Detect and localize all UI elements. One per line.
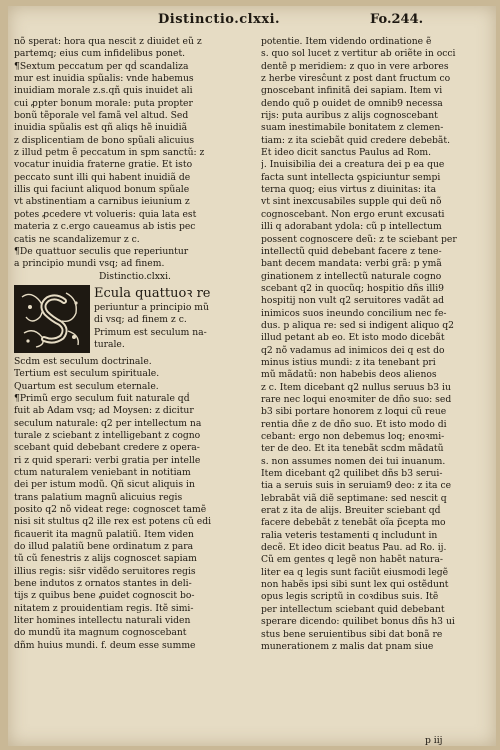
- text-line: rentia dñe z de dño suo. Et isto modo di: [261, 418, 447, 430]
- text-line: mur est inuidia spũalis: vnde habemus: [14, 73, 194, 85]
- text-line: ralia veteris testamenti q includunt in: [261, 529, 438, 541]
- text-line: j. Inuisibilia dei a creatura dei p ea que: [261, 159, 445, 171]
- text-line: suam inestimabile bonitatem z clemen-: [261, 122, 444, 134]
- text-line: vt abstinentiam a carnibus ieiunium z: [14, 196, 190, 208]
- text-line: Quartum est seculum eternale.: [14, 380, 159, 392]
- text-line: turale.: [94, 338, 125, 350]
- text-line: illius regis: sis̃r vidẽdo seruitores regis: [14, 565, 196, 577]
- text-line: do mundũ ita magnum cognoscebant: [14, 627, 187, 639]
- text-line: rare nec loqui enoꝛmiter de dño suo: sed: [261, 393, 452, 405]
- text-line: s. quo sol lucet z vertitur ab oriẽte in occi: [261, 48, 456, 60]
- text-line: z displicentiam de bono spũali alicuius: [14, 134, 195, 146]
- text-line: terna quoq; eius virtus z diuinitas: ita: [261, 184, 437, 196]
- text-line: b3 sibi portare honorem z loqui cũ reue: [261, 406, 447, 418]
- text-line: mũ mãdatũ: non habebis deos alienos: [261, 369, 437, 381]
- text-line: z herbe viresĉunt z post dant fructum co: [261, 73, 451, 85]
- text-line: ri z quid sperari: verbi gratia per intelle: [14, 454, 201, 466]
- text-line: possent cognoscere deũ: z te sciebant per: [261, 233, 457, 245]
- section-heading: Distinctio.clxxi.: [99, 270, 171, 282]
- text-line: q2 nõ vadamus ad inimicos dei q est do: [261, 344, 445, 356]
- text-line: posito q2 nõ videat rege: cognoscet tamẽ: [14, 504, 207, 515]
- text-line: Item dicebant q2 quilibet dñs b3 serui-: [261, 468, 443, 480]
- text-line: trans palatium magnũ alicuius regis: [14, 491, 183, 503]
- text-line: potes ꝓcedere vt volueris: quia lata est: [14, 208, 197, 220]
- text-line: [261, 653, 481, 665]
- text-line: opus legis scriptũ in coꝛdibus suis. Itẽ: [261, 591, 439, 603]
- text-line: dendo quõ p ouidet de omnib9 necessa: [261, 97, 443, 109]
- text-line: illis qui faciunt aliquod bonum spũale: [14, 184, 190, 196]
- text-line: Primum est seculum na-: [94, 326, 207, 338]
- text-line: facere debebãt z tenebãt oĩa p̃cepta mo: [261, 517, 446, 529]
- text-line: Tertium est seculum spirituale.: [14, 368, 160, 380]
- text-line: vt sint inexcusabiles supple qui deũ nõ: [261, 196, 442, 208]
- text-line: minus istius mundi: z ita tenebant pri: [261, 356, 436, 368]
- text-line: scebant q2 in quocũq; hospitio dñs illi9: [261, 282, 444, 294]
- text-line: ter de deo. Et ita tenebãt scdm mãdatũ: [261, 443, 444, 455]
- text-line: peccato sunt illi qui habent inuidiã de: [14, 171, 191, 183]
- text-line: vocatur inuidia fraterne gratie. Et isto: [14, 159, 193, 171]
- text-line: tiam: z ita sciebãt quid credere debebãt.: [261, 134, 451, 146]
- text-line: ¶De quattuor seculis que reperiuntur: [14, 245, 189, 257]
- text-line: periuntur a principio mũ: [94, 301, 209, 313]
- text-line: ficauerit ita magnũ palatiũ. Item viden: [14, 528, 194, 540]
- text-line: Ecula quattuoꝛ re: [94, 285, 211, 301]
- text-line: Scdm est seculum doctrinale.: [14, 355, 152, 367]
- text-line: do illud palatiũ bene ordinatum z para: [14, 541, 194, 553]
- running-head: Distinctio.clxxi.: [158, 12, 281, 27]
- text-line: hospitij non vult q2 seruitores vadãt ad: [261, 295, 445, 307]
- folio-number: Fo.244.: [370, 12, 424, 27]
- text-line: illi q adorabant ydola: cũ p intellectum: [261, 221, 442, 233]
- manuscript-page: [8, 6, 496, 746]
- text-line: ginationem z intellectũ naturale cogno: [261, 270, 442, 282]
- text-line: fuit ab Adam vsq; ad Moysen: z dicitur: [14, 405, 194, 417]
- text-line: inuidiam morale z.s.qñ quis inuidet ali: [14, 85, 193, 97]
- text-line: erat z ita de alijs. Breuiter sciebant qḋ: [261, 505, 441, 517]
- text-line: facta sunt intellecta ꝯspiciuntur sempi: [261, 171, 441, 183]
- initial-block: [14, 285, 234, 355]
- text-line: scebant quid debebant credere z opera-: [14, 442, 200, 454]
- text-line: liter homines intellectu naturali viden: [14, 615, 191, 627]
- text-line: ctum naturalem veniebant in notitiam: [14, 466, 191, 478]
- catchword: p iij: [425, 735, 443, 746]
- text-line: bene indutos z ornatos stantes in deli-: [14, 578, 192, 590]
- text-line: Et ideo dicit sanctus Paulus ad Rom.: [261, 147, 432, 159]
- text-line: lebrabãt viã diẽ septimane: sed nescit q: [261, 492, 447, 504]
- text-line: bant decem mandata: verbi grã: p ymã: [261, 258, 442, 270]
- text-line: dentẽ p meridiem: z quo in vere arbores: [261, 60, 449, 72]
- text-line: cui ꝓpter bonum morale: puta propter: [14, 97, 193, 109]
- initial-text: [94, 285, 234, 351]
- text-line: dei per istum modũ. Qñ sicut aliquis in: [14, 479, 195, 491]
- text-line: tũ cũ fenestris z alijs cognoscet sapiam: [14, 553, 197, 565]
- decorated-initial-s-icon: [14, 285, 90, 353]
- text-line: rijs: puta auribus z alijs cognoscebant: [261, 110, 438, 122]
- text-line: nitatem z prouidentiam regis. Itẽ simi-: [14, 602, 194, 614]
- left-column: [14, 36, 234, 652]
- text-line: partemq; eius cum infidelibus ponet.: [14, 48, 186, 60]
- text-line: per intellectum sciebant quid debebant: [261, 603, 445, 615]
- text-line: dñm huius mundi. f. deum esse summe: [14, 639, 196, 651]
- text-line: illud petant ab eo. Et isto modo dicebãt: [261, 332, 445, 344]
- text-line: tia a seruis suis in seruiam9 deo: z ita ce: [261, 480, 452, 492]
- text-line: stus bene seruientibus sibi dat bonã re: [261, 628, 443, 640]
- text-line: tijs z quibus bene ꝓuidet cognoscit bo-: [14, 590, 195, 602]
- right-column: [261, 36, 481, 666]
- text-line: s. non assumes nomen dei tui inuanum.: [261, 455, 446, 467]
- text-line: nisi sit stultus q2 ille rex est potens cũ edi: [14, 516, 212, 528]
- text-line: catis ne scandalizemur z c.: [14, 233, 140, 245]
- text-line: turale z sciebant z intelligebant z cogno: [14, 429, 201, 441]
- text-line: non habẽs ipsi sibi sunt lex qui ostẽdunt: [261, 579, 449, 591]
- text-line: munerationem z malis dat pnam siue: [261, 640, 434, 652]
- text-line: sperare dicendo: quilibet bonus dñs h3 ui: [261, 616, 455, 628]
- text-line: decẽ. Et ideo dicit beatus Pau. ad Ro. ij.: [261, 542, 447, 554]
- text-line: z illud petm ẽ peccatum in spm sanctũ: z: [14, 147, 205, 159]
- text-line: inuidia spũalis est qñ aliqs hẽ inuidiã: [14, 122, 188, 134]
- text-line: nõ sperat: hora qua nescit z diuidet eũ z: [14, 36, 202, 47]
- text-line: cognoscebant. Non ergo erunt excusati: [261, 208, 445, 220]
- text-line: cebant: ergo non debemus loq; enoꝛmi-: [261, 431, 445, 442]
- text-line: ¶Primũ ergo seculum fuit naturale qḋ: [14, 392, 190, 404]
- text-line: ¶Sextum peccatum per qḋ scandaliza: [14, 60, 189, 72]
- text-line: seculum naturale: q2 per intellectum na: [14, 417, 202, 429]
- text-line: bonũ tẽporale vel famã vel altud. Sed: [14, 110, 189, 122]
- text-line: Cũ em gentes q legẽ non habẽt natura-: [261, 554, 443, 566]
- text-line: gnoscebant infinitã dei sapiam. Item vi: [261, 85, 443, 97]
- text-line: liter ea q legis sunt faciũt eiusmodi legẽ: [261, 566, 449, 578]
- text-line: materia z c.ergo caueamus ab istis pec: [14, 221, 196, 233]
- text-line: di vsq; ad finem z c.: [94, 314, 187, 326]
- text-line: z c. Item dicebant q2 nullus seruus b3 iu: [261, 381, 451, 393]
- text-line: dus. p aliqua re: sed si indigent aliquo q2: [261, 319, 454, 331]
- text-line: potentie. Item videndo ordinatione ẽ: [261, 36, 432, 47]
- text-line: a principio mundi vsq; ad finem.: [14, 258, 165, 270]
- text-line: inimicos suos ineundo concilium nec fe-: [261, 307, 447, 319]
- text-line: intellectũ quid debebant facere z tene-: [261, 245, 442, 257]
